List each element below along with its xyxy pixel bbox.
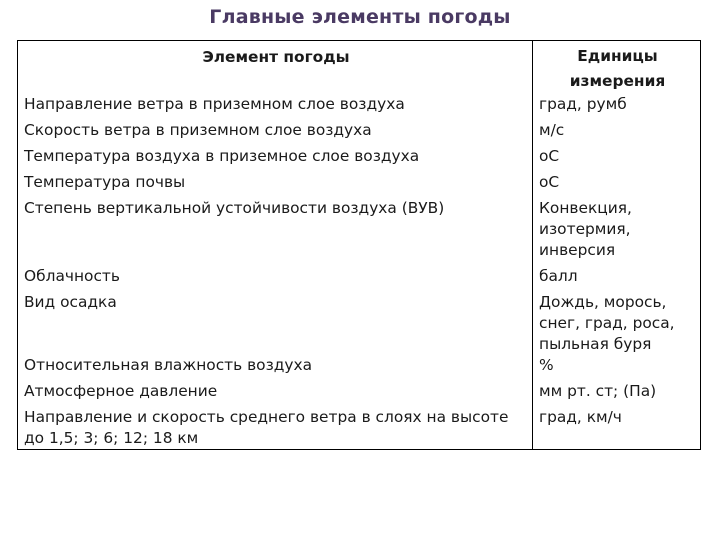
- unit-cell: оС: [533, 167, 701, 193]
- table-row: [18, 287, 701, 355]
- element-cell: Вид осадка: [18, 287, 533, 355]
- element-cell: Степень вертикальной устойчивости воздуха (ВУВ): [18, 193, 533, 261]
- element-cell: Облачность: [18, 261, 533, 287]
- header-element: Элемент погоды: [18, 41, 533, 95]
- unit-cell: %: [533, 355, 701, 376]
- header-units: Единицы измерения: [533, 41, 701, 95]
- element-cell: Температура почвы: [18, 167, 533, 193]
- unit-cell: град, км/ч: [533, 402, 701, 450]
- table-row: [18, 94, 701, 115]
- table-row: [18, 376, 701, 402]
- element-cell: Скорость ветра в приземном слое воздуха: [18, 115, 533, 141]
- unit-cell: мм рт. ст; (Па): [533, 376, 701, 402]
- unit-cell: Конвекция, изотермия, инверсия: [533, 193, 701, 261]
- table-row: [18, 167, 701, 193]
- element-cell: Температура воздуха в приземное слое воздуха: [18, 141, 533, 167]
- unit-cell: Дождь, морось, снег, град, роса, пыльная буря: [533, 287, 701, 355]
- unit-cell: м/с: [533, 115, 701, 141]
- unit-cell: оС: [533, 141, 701, 167]
- weather-elements-table: [17, 40, 701, 450]
- unit-cell: град, румб: [533, 94, 701, 115]
- page-title: Главные элементы погоды: [209, 6, 511, 28]
- table-row: [18, 402, 701, 450]
- table-row: [18, 193, 701, 261]
- element-cell: Относительная влажность воздуха: [18, 355, 533, 376]
- table-row: [18, 115, 701, 141]
- element-cell: Атмосферное давление: [18, 376, 533, 402]
- element-cell: Направление ветра в приземном слое воздуха: [18, 94, 533, 115]
- table-row: [18, 261, 701, 287]
- table-row: [18, 141, 701, 167]
- table-header-row: [18, 41, 701, 95]
- unit-cell: балл: [533, 261, 701, 287]
- element-cell: Направление и скорость среднего ветра в слоях на высоте до 1,5; 3; 6; 12; 18 км: [18, 402, 533, 450]
- table-row: [18, 355, 701, 376]
